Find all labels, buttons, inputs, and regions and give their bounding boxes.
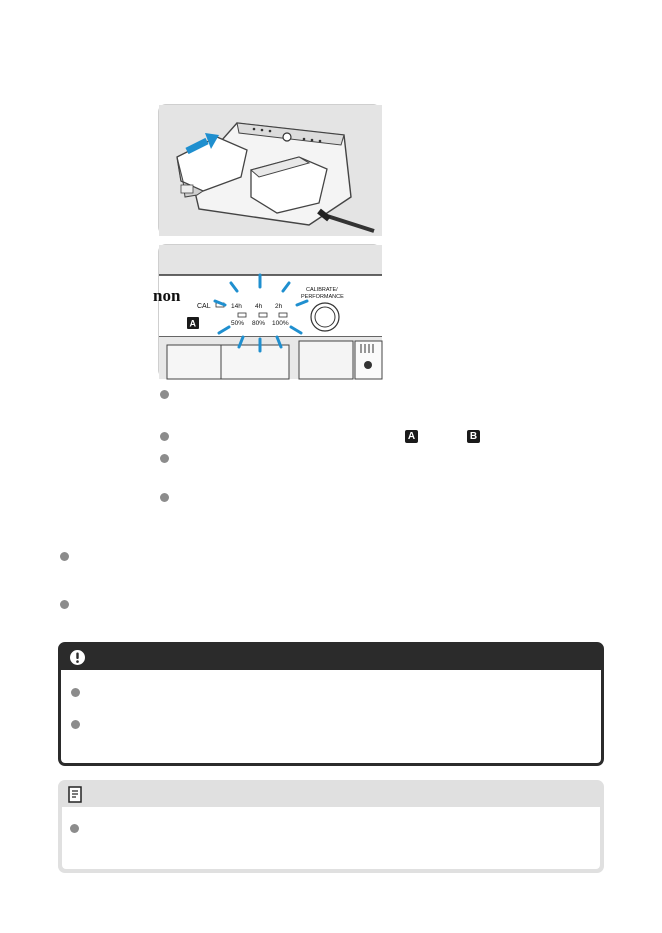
list-bullet	[71, 688, 80, 697]
brand-logo: non	[153, 286, 181, 305]
time-2h-label: 2h	[275, 303, 283, 310]
exclamation-circle-icon	[69, 649, 86, 666]
caution-header	[61, 645, 601, 670]
memo-icon	[68, 786, 82, 803]
calibrate-label: CALIBRATE/	[306, 287, 338, 293]
charger-panel-drawing	[153, 245, 382, 379]
charger-insert-illustration	[158, 104, 381, 235]
list-bullet	[160, 432, 169, 441]
list-bullet	[70, 824, 79, 833]
note-body	[62, 807, 600, 869]
slot-a-badge: A	[189, 318, 196, 329]
list-bullet	[60, 600, 69, 609]
cal-label: CAL	[197, 303, 211, 310]
list-bullet	[71, 720, 80, 729]
list-bullet	[160, 390, 169, 399]
list-bullet	[160, 454, 169, 463]
pct-50-label: 50%	[231, 320, 245, 327]
caution-box	[58, 642, 604, 766]
time-14h-label: 14h	[231, 303, 242, 310]
slot-a-badge-inline: A	[405, 430, 418, 443]
slot-b-badge-inline: B	[467, 430, 480, 443]
list-bullet	[60, 552, 69, 561]
charger-drawing	[159, 105, 382, 236]
performance-label: PERFORMANCE	[301, 294, 344, 300]
pct-80-label: 80%	[252, 320, 266, 327]
charger-panel-illustration	[153, 244, 381, 378]
note-box	[58, 780, 604, 873]
list-bullet	[160, 493, 169, 502]
pct-100-label: 100%	[272, 320, 289, 327]
time-4h-label: 4h	[255, 303, 263, 310]
